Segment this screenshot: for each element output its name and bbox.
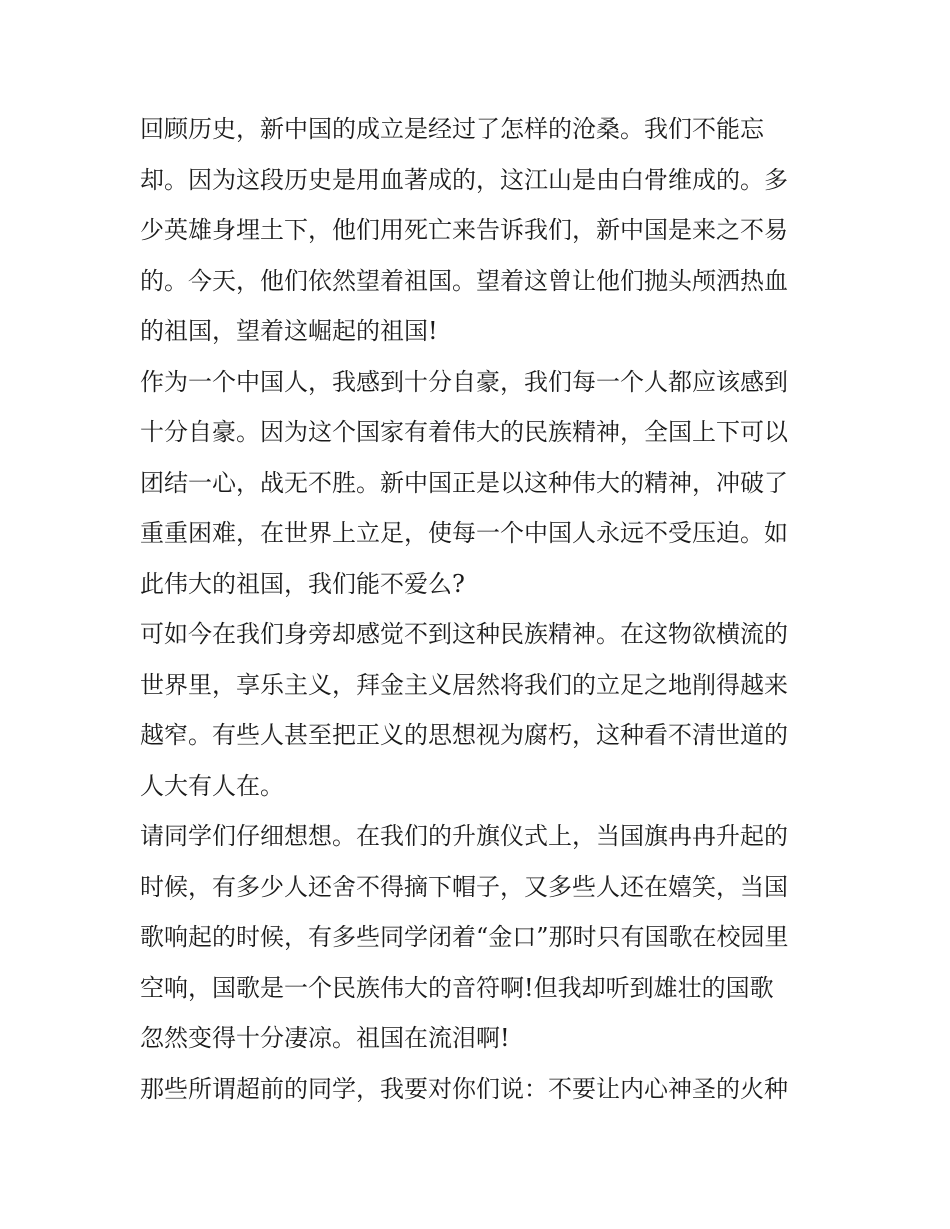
text-line: 重重困难，在世界上立足，使每一个中国人永远不受压迫。如 xyxy=(140,519,788,547)
text-line: 此伟大的祖国，我们能不爱么? xyxy=(140,569,465,598)
text-line: 却。因为这段历史是用血著成的，这江山是由白骨维成的。多 xyxy=(140,165,788,194)
text-line: 的祖国，望着这崛起的祖国! xyxy=(140,317,438,345)
text-line: 少英雄身埋土下，他们用死亡来告诉我们，新中国是来之不易 xyxy=(140,216,788,244)
text-line: 的。今天，他们依然望着祖国。望着这曾让他们抛头颅洒热血 xyxy=(140,266,788,295)
text-line: 时候，有多少人还舍不得摘下帽子，又多些人还在嬉笑，当国 xyxy=(140,872,788,901)
text-line: 世界里，享乐主义，拜金主义居然将我们的立足之地削得越来 xyxy=(140,670,788,699)
text-line: 团结一心，战无不胜。新中国正是以这种伟大的精神，冲破了 xyxy=(140,468,788,497)
text-line: 忽然变得十分凄凉。祖国在流泪啊! xyxy=(140,1024,510,1052)
paragraph-appeal xyxy=(140,1064,820,1115)
body-text xyxy=(140,104,820,1114)
text-line: 歌响起的时候，有多些同学闭着“金口”那时只有国歌在校园里 xyxy=(140,923,789,951)
paragraph-materialism xyxy=(140,609,820,811)
text-line: 那些所谓超前的同学，我要对你们说：不要让内心神圣的火种 xyxy=(140,1074,788,1103)
paragraph-pride xyxy=(140,357,820,610)
text-line: 作为一个中国人，我感到十分自豪，我们每一个人都应该感到 xyxy=(140,367,788,396)
text-line: 越窄。有些人甚至把正义的思想视为腐朽，这种看不清世道的 xyxy=(140,721,788,749)
text-line: 空响，国歌是一个民族伟大的音符啊!但我却听到雄壮的国歌 xyxy=(140,973,774,1002)
paragraph-history xyxy=(140,104,820,357)
text-line: 可如今在我们身旁却感觉不到这种民族精神。在这物欲横流的 xyxy=(140,620,788,648)
paragraph-flag-ceremony xyxy=(140,811,820,1064)
text-line: 人大有人在。 xyxy=(140,771,284,800)
text-line: 回顾历史，新中国的成立是经过了怎样的沧桑。我们不能忘 xyxy=(140,115,764,143)
text-line: 请同学们仔细想想。在我们的升旗仪式上，当国旗冉冉升起的 xyxy=(140,822,788,850)
text-line: 十分自豪。因为这个国家有着伟大的民族精神，全国上下可以 xyxy=(140,418,788,446)
